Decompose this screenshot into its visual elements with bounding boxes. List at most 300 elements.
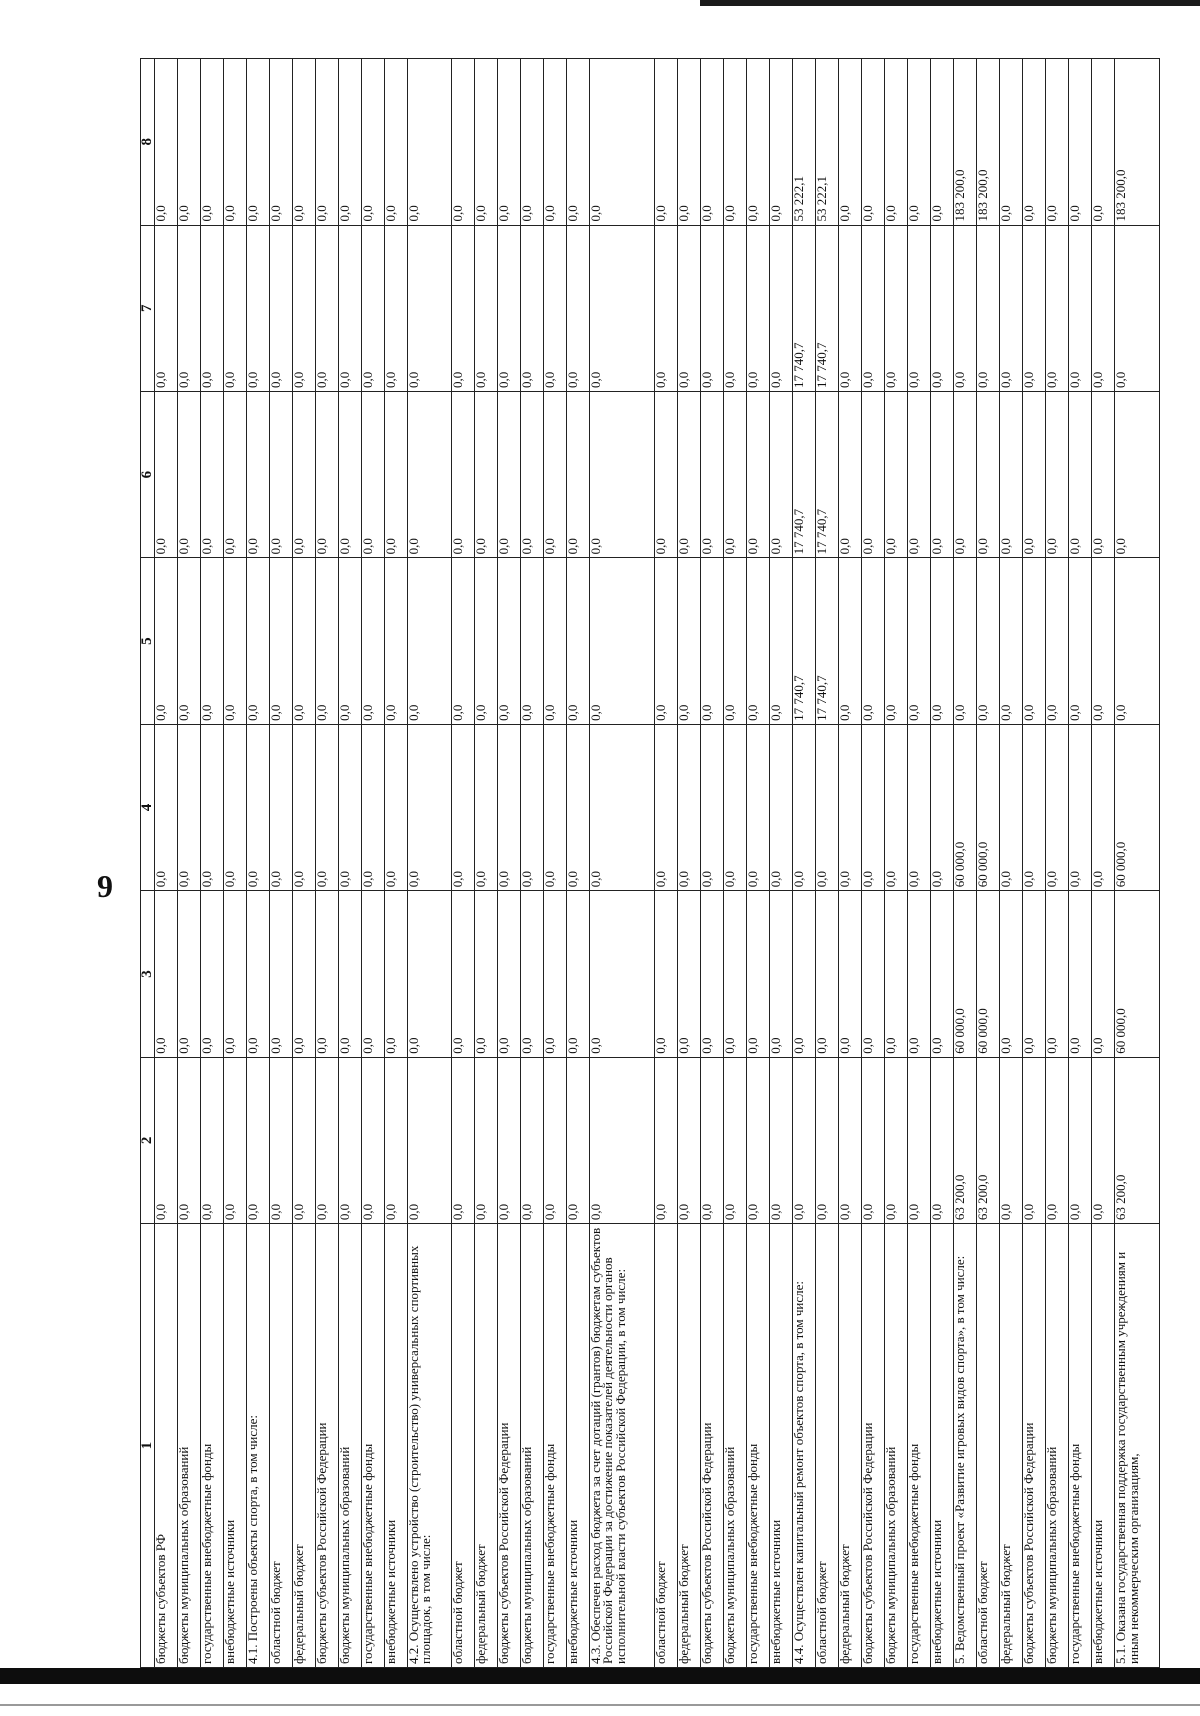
column-header-1: 1 — [141, 1224, 155, 1668]
row-value: 17 740,7 — [793, 558, 816, 724]
row-value: 0,0 — [520, 225, 543, 391]
row-value: 0,0 — [474, 225, 497, 391]
row-value: 0,0 — [384, 59, 407, 226]
row-value: 0,0 — [655, 724, 678, 890]
row-label: бюджеты муниципальных образований — [177, 1224, 200, 1668]
row-value: 0,0 — [931, 724, 954, 890]
row-value: 0,0 — [1023, 724, 1046, 890]
row-value: 0,0 — [246, 391, 269, 557]
row-value: 0,0 — [770, 391, 793, 557]
table-row — [177, 59, 200, 1668]
row-value: 0,0 — [589, 891, 655, 1057]
row-value: 0,0 — [292, 891, 315, 1057]
scan-edge-bottom — [0, 1668, 1200, 1684]
table-body — [154, 59, 1160, 1668]
row-value: 0,0 — [154, 891, 177, 1057]
row-value: 60 000,0 — [977, 891, 1000, 1057]
row-value: 0,0 — [1115, 225, 1160, 391]
row-value: 0,0 — [223, 391, 246, 557]
column-header-7: 7 — [141, 225, 155, 391]
row-label: государственные внебюджетные фонды — [361, 1224, 384, 1668]
row-value: 0,0 — [931, 1057, 954, 1223]
row-label: 4.2. Осуществлено устройство (строительство) универсальных спортивных площадок, в том числе: — [407, 1224, 451, 1668]
row-value: 0,0 — [269, 558, 292, 724]
row-value: 0,0 — [315, 1057, 338, 1223]
row-value: 0,0 — [177, 391, 200, 557]
row-value: 0,0 — [678, 225, 701, 391]
row-value: 0,0 — [701, 891, 724, 1057]
row-value: 0,0 — [543, 1057, 566, 1223]
table-row — [1046, 59, 1069, 1668]
table-row — [931, 59, 954, 1668]
table-row — [793, 59, 816, 1668]
row-label: государственные внебюджетные фонды — [543, 1224, 566, 1668]
row-value: 0,0 — [1115, 391, 1160, 557]
row-value: 0,0 — [885, 891, 908, 1057]
table-row — [1000, 59, 1023, 1668]
row-value: 60 000,0 — [977, 724, 1000, 890]
table-row — [1023, 59, 1046, 1668]
row-value: 0,0 — [931, 225, 954, 391]
row-value: 0,0 — [1023, 391, 1046, 557]
row-value: 0,0 — [361, 891, 384, 1057]
row-value: 0,0 — [908, 558, 931, 724]
row-value: 0,0 — [724, 391, 747, 557]
row-value: 0,0 — [747, 558, 770, 724]
row-value: 0,0 — [361, 59, 384, 226]
row-value: 0,0 — [384, 558, 407, 724]
row-value: 0,0 — [839, 558, 862, 724]
table-row — [770, 59, 793, 1668]
row-value: 0,0 — [977, 558, 1000, 724]
row-value: 0,0 — [747, 59, 770, 226]
row-value: 0,0 — [1069, 1057, 1092, 1223]
row-label: федеральный бюджет — [1000, 1224, 1023, 1668]
row-value: 0,0 — [177, 59, 200, 226]
row-value: 0,0 — [269, 1057, 292, 1223]
row-value: 0,0 — [154, 225, 177, 391]
row-value: 0,0 — [361, 558, 384, 724]
row-value: 0,0 — [566, 59, 589, 226]
row-value: 0,0 — [200, 59, 223, 226]
row-value: 0,0 — [839, 724, 862, 890]
row-value: 17 740,7 — [816, 391, 839, 557]
row-value: 0,0 — [793, 1057, 816, 1223]
row-value: 0,0 — [839, 225, 862, 391]
table-row — [520, 59, 543, 1668]
row-value: 0,0 — [678, 891, 701, 1057]
row-value: 0,0 — [655, 558, 678, 724]
row-value: 0,0 — [908, 391, 931, 557]
table-row — [862, 59, 885, 1668]
table-row — [497, 59, 520, 1668]
row-value: 0,0 — [497, 225, 520, 391]
column-header-6: 6 — [141, 391, 155, 557]
row-value: 0,0 — [200, 891, 223, 1057]
row-label: бюджеты субъектов Российской Федерации — [315, 1224, 338, 1668]
row-value: 0,0 — [724, 891, 747, 1057]
row-value: 0,0 — [701, 1057, 724, 1223]
table-row — [701, 59, 724, 1668]
table-row — [977, 59, 1000, 1668]
row-value: 0,0 — [520, 891, 543, 1057]
row-value: 17 740,7 — [816, 558, 839, 724]
row-value: 0,0 — [839, 1057, 862, 1223]
row-value: 0,0 — [1069, 724, 1092, 890]
row-value: 0,0 — [407, 391, 451, 557]
row-value: 0,0 — [724, 59, 747, 226]
row-value: 0,0 — [566, 891, 589, 1057]
row-value: 0,0 — [566, 558, 589, 724]
row-value: 0,0 — [200, 1057, 223, 1223]
row-value: 0,0 — [566, 724, 589, 890]
row-value: 0,0 — [269, 391, 292, 557]
row-value: 0,0 — [474, 1057, 497, 1223]
row-label: внебюджетные источники — [223, 1224, 246, 1668]
row-value: 0,0 — [292, 59, 315, 226]
row-value: 0,0 — [361, 225, 384, 391]
row-value: 0,0 — [770, 1057, 793, 1223]
row-value: 0,0 — [543, 59, 566, 226]
row-value: 0,0 — [1069, 558, 1092, 724]
row-value: 0,0 — [724, 724, 747, 890]
row-value: 0,0 — [862, 225, 885, 391]
row-label: бюджеты субъектов Российской Федерации — [1023, 1224, 1046, 1668]
row-value: 0,0 — [223, 891, 246, 1057]
table-row — [678, 59, 701, 1668]
row-value: 0,0 — [1023, 891, 1046, 1057]
row-value: 0,0 — [1046, 225, 1069, 391]
row-value: 0,0 — [655, 1057, 678, 1223]
column-header-4: 4 — [141, 724, 155, 890]
row-value: 17 740,7 — [793, 225, 816, 391]
row-label: внебюджетные источники — [770, 1224, 793, 1668]
row-value: 0,0 — [701, 558, 724, 724]
table-row — [885, 59, 908, 1668]
row-value: 0,0 — [1092, 391, 1115, 557]
row-value: 0,0 — [177, 891, 200, 1057]
row-value: 0,0 — [655, 891, 678, 1057]
row-value: 0,0 — [497, 891, 520, 1057]
row-value: 0,0 — [292, 558, 315, 724]
row-value: 0,0 — [655, 59, 678, 226]
row-value: 0,0 — [1023, 1057, 1046, 1223]
table-row — [154, 59, 177, 1668]
table-row — [451, 59, 474, 1668]
row-value: 0,0 — [384, 1057, 407, 1223]
row-value: 0,0 — [543, 225, 566, 391]
row-value: 0,0 — [497, 59, 520, 226]
row-value: 0,0 — [497, 391, 520, 557]
row-value: 0,0 — [747, 391, 770, 557]
page-number: 9 — [97, 868, 113, 904]
row-value: 0,0 — [200, 558, 223, 724]
row-value: 0,0 — [1000, 391, 1023, 557]
row-value: 0,0 — [931, 391, 954, 557]
row-value: 0,0 — [315, 891, 338, 1057]
row-label: 5. Ведомственный проект «Развитие игровых видов спорта», в том числе: — [954, 1224, 977, 1668]
row-value: 0,0 — [701, 391, 724, 557]
row-value: 0,0 — [816, 891, 839, 1057]
row-value: 0,0 — [292, 225, 315, 391]
row-label: государственные внебюджетные фонды — [747, 1224, 770, 1668]
table-row — [908, 59, 931, 1668]
row-value: 0,0 — [862, 391, 885, 557]
table-row — [338, 59, 361, 1668]
row-label: бюджеты субъектов Российской Федерации — [701, 1224, 724, 1668]
row-value: 0,0 — [223, 558, 246, 724]
row-label: областной бюджет — [655, 1224, 678, 1668]
row-label: бюджеты муниципальных образований — [724, 1224, 747, 1668]
row-value: 0,0 — [747, 225, 770, 391]
row-value: 0,0 — [246, 59, 269, 226]
row-value: 0,0 — [885, 558, 908, 724]
row-value: 0,0 — [885, 59, 908, 226]
row-label: бюджеты муниципальных образований — [1046, 1224, 1069, 1668]
row-value: 0,0 — [177, 225, 200, 391]
row-value: 0,0 — [361, 391, 384, 557]
row-value: 0,0 — [1023, 225, 1046, 391]
row-value: 0,0 — [520, 1057, 543, 1223]
row-value: 0,0 — [770, 724, 793, 890]
row-value: 0,0 — [862, 724, 885, 890]
row-value: 0,0 — [1000, 1057, 1023, 1223]
row-label: бюджеты муниципальных образований — [338, 1224, 361, 1668]
row-value: 0,0 — [1046, 59, 1069, 226]
row-value: 0,0 — [1092, 1057, 1115, 1223]
row-label: внебюджетные источники — [1092, 1224, 1115, 1668]
row-value: 0,0 — [655, 391, 678, 557]
row-value: 0,0 — [451, 391, 474, 557]
table-row — [816, 59, 839, 1668]
table-row — [566, 59, 589, 1668]
table-row — [1092, 59, 1115, 1668]
row-value: 0,0 — [954, 558, 977, 724]
row-value: 0,0 — [1069, 225, 1092, 391]
row-value: 0,0 — [543, 391, 566, 557]
row-value: 0,0 — [885, 225, 908, 391]
row-value: 0,0 — [246, 1057, 269, 1223]
row-value: 0,0 — [474, 724, 497, 890]
row-value: 0,0 — [497, 724, 520, 890]
row-value: 0,0 — [1092, 59, 1115, 226]
row-value: 0,0 — [954, 225, 977, 391]
row-label: 4.4. Осуществлен капитальный ремонт объектов спорта, в том числе: — [793, 1224, 816, 1668]
row-value: 0,0 — [885, 1057, 908, 1223]
row-value: 0,0 — [315, 724, 338, 890]
row-value: 0,0 — [543, 891, 566, 1057]
row-value: 0,0 — [474, 558, 497, 724]
table-row — [1069, 59, 1092, 1668]
row-label: государственные внебюджетные фонды — [200, 1224, 223, 1668]
row-value: 0,0 — [338, 1057, 361, 1223]
row-value: 0,0 — [451, 225, 474, 391]
row-value: 0,0 — [407, 724, 451, 890]
row-value: 0,0 — [338, 891, 361, 1057]
table-row — [589, 59, 655, 1668]
row-value: 0,0 — [747, 724, 770, 890]
row-value: 53 222,1 — [816, 59, 839, 226]
row-value: 0,0 — [589, 1057, 655, 1223]
row-value: 0,0 — [1092, 225, 1115, 391]
row-value: 0,0 — [724, 1057, 747, 1223]
row-value: 0,0 — [839, 59, 862, 226]
row-value: 0,0 — [566, 225, 589, 391]
row-value: 0,0 — [223, 225, 246, 391]
row-label: бюджеты субъектов РФ — [154, 1224, 177, 1668]
row-value: 183 200,0 — [977, 59, 1000, 226]
row-value: 63 200,0 — [954, 1057, 977, 1223]
row-label: бюджеты субъектов Российской Федерации — [497, 1224, 520, 1668]
row-value: 0,0 — [154, 391, 177, 557]
row-value: 0,0 — [747, 1057, 770, 1223]
row-value: 0,0 — [678, 59, 701, 226]
table-row — [200, 59, 223, 1668]
row-value: 0,0 — [1023, 558, 1046, 724]
row-value: 0,0 — [724, 558, 747, 724]
table-row — [747, 59, 770, 1668]
column-header-3: 3 — [141, 891, 155, 1057]
row-value: 0,0 — [451, 558, 474, 724]
row-value: 0,0 — [1069, 891, 1092, 1057]
row-value: 0,0 — [908, 59, 931, 226]
row-value: 0,0 — [1046, 891, 1069, 1057]
row-value: 0,0 — [451, 891, 474, 1057]
row-value: 60 000,0 — [1115, 724, 1160, 890]
row-value: 0,0 — [338, 558, 361, 724]
row-value: 0,0 — [701, 724, 724, 890]
row-value: 17 740,7 — [816, 225, 839, 391]
row-value: 0,0 — [1000, 225, 1023, 391]
row-value: 0,0 — [908, 225, 931, 391]
row-label: внебюджетные источники — [384, 1224, 407, 1668]
row-value: 0,0 — [1000, 59, 1023, 226]
row-label: федеральный бюджет — [678, 1224, 701, 1668]
row-value: 0,0 — [931, 891, 954, 1057]
column-header-8: 8 — [141, 59, 155, 226]
table-header-row — [141, 59, 155, 1668]
row-value: 0,0 — [908, 891, 931, 1057]
row-value: 0,0 — [269, 225, 292, 391]
row-value: 0,0 — [793, 724, 816, 890]
table-row — [269, 59, 292, 1668]
row-value: 0,0 — [543, 558, 566, 724]
row-value: 0,0 — [338, 59, 361, 226]
row-value: 0,0 — [384, 724, 407, 890]
row-value: 0,0 — [154, 724, 177, 890]
row-value: 0,0 — [338, 391, 361, 557]
row-value: 0,0 — [862, 558, 885, 724]
row-value: 0,0 — [1046, 558, 1069, 724]
row-value: 0,0 — [497, 1057, 520, 1223]
row-value: 0,0 — [678, 724, 701, 890]
row-value: 0,0 — [315, 59, 338, 226]
row-value: 0,0 — [474, 891, 497, 1057]
row-value: 0,0 — [1023, 59, 1046, 226]
row-value: 17 740,7 — [793, 391, 816, 557]
row-value: 0,0 — [1069, 59, 1092, 226]
row-value: 0,0 — [520, 724, 543, 890]
row-value: 0,0 — [589, 558, 655, 724]
row-value: 0,0 — [770, 891, 793, 1057]
column-header-2: 2 — [141, 1057, 155, 1223]
row-label: федеральный бюджет — [474, 1224, 497, 1668]
row-value: 0,0 — [177, 1057, 200, 1223]
row-value: 0,0 — [678, 558, 701, 724]
row-value: 0,0 — [566, 391, 589, 557]
row-value: 0,0 — [315, 558, 338, 724]
row-value: 0,0 — [747, 891, 770, 1057]
table-container — [140, 58, 1160, 1668]
row-value: 0,0 — [977, 225, 1000, 391]
row-label: областной бюджет — [269, 1224, 292, 1668]
row-label: федеральный бюджет — [839, 1224, 862, 1668]
row-value: 0,0 — [839, 891, 862, 1057]
row-value: 0,0 — [200, 391, 223, 557]
row-value: 0,0 — [589, 59, 655, 226]
row-value: 63 200,0 — [977, 1057, 1000, 1223]
table-row — [1115, 59, 1160, 1668]
row-value: 0,0 — [566, 1057, 589, 1223]
row-value: 0,0 — [223, 724, 246, 890]
row-value: 0,0 — [223, 59, 246, 226]
table-row — [384, 59, 407, 1668]
row-value: 0,0 — [246, 891, 269, 1057]
row-value: 0,0 — [885, 724, 908, 890]
row-value: 0,0 — [246, 225, 269, 391]
row-value: 0,0 — [1092, 891, 1115, 1057]
row-value: 0,0 — [931, 59, 954, 226]
row-value: 0,0 — [520, 391, 543, 557]
row-value: 0,0 — [451, 724, 474, 890]
row-value: 0,0 — [154, 59, 177, 226]
row-value: 0,0 — [474, 391, 497, 557]
row-value: 0,0 — [269, 724, 292, 890]
row-value: 0,0 — [1092, 724, 1115, 890]
table-row — [223, 59, 246, 1668]
row-value: 0,0 — [269, 891, 292, 1057]
row-value: 0,0 — [154, 1057, 177, 1223]
row-value: 183 200,0 — [954, 59, 977, 226]
row-label: бюджеты муниципальных образований — [520, 1224, 543, 1668]
row-value: 0,0 — [770, 225, 793, 391]
row-value: 0,0 — [977, 391, 1000, 557]
row-value: 0,0 — [1046, 724, 1069, 890]
row-value: 0,0 — [770, 59, 793, 226]
row-value: 0,0 — [908, 724, 931, 890]
row-label: областной бюджет — [977, 1224, 1000, 1668]
row-value: 0,0 — [338, 724, 361, 890]
row-value: 0,0 — [177, 558, 200, 724]
row-label: государственные внебюджетные фонды — [1069, 1224, 1092, 1668]
table-row — [954, 59, 977, 1668]
row-value: 0,0 — [292, 724, 315, 890]
row-value: 60 000,0 — [954, 724, 977, 890]
row-value: 0,0 — [1092, 558, 1115, 724]
row-value: 0,0 — [407, 59, 451, 226]
row-value: 53 222,1 — [793, 59, 816, 226]
row-value: 0,0 — [1115, 558, 1160, 724]
row-value: 0,0 — [361, 1057, 384, 1223]
row-value: 0,0 — [497, 558, 520, 724]
row-value: 0,0 — [292, 1057, 315, 1223]
table-row — [655, 59, 678, 1668]
row-value: 0,0 — [407, 1057, 451, 1223]
row-value: 0,0 — [200, 225, 223, 391]
row-label: внебюджетные источники — [566, 1224, 589, 1668]
row-value: 0,0 — [931, 558, 954, 724]
row-value: 0,0 — [770, 558, 793, 724]
